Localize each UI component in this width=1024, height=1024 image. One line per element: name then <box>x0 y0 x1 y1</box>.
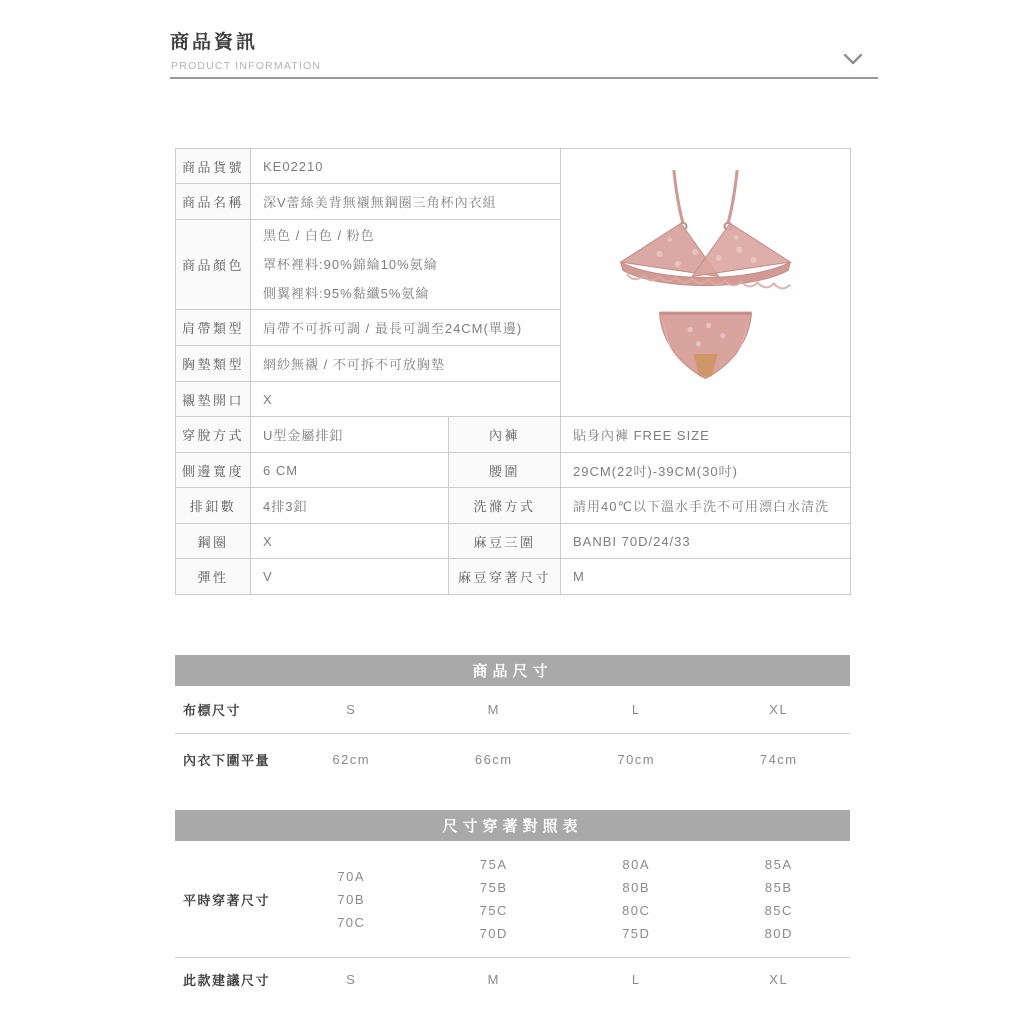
fit-column-xl <box>708 841 851 957</box>
fit-cell: 80A <box>622 857 651 872</box>
bra-illustration <box>621 170 791 288</box>
fit-column-s <box>280 841 423 957</box>
fit-cell: 75D <box>622 926 651 941</box>
spec-value: 6 CM <box>251 453 449 488</box>
table-row <box>176 149 851 184</box>
size-cell: L <box>631 702 641 717</box>
fit-cell: 75C <box>479 903 508 918</box>
color-option-line: 黑色 / 白色 / 粉色 <box>263 228 375 243</box>
spec-value: X <box>251 524 449 559</box>
cup-lining-line: 罩杯裡料:90%錦綸10%氨綸 <box>263 257 438 272</box>
row-label: 內衣下圍平量 <box>183 752 271 768</box>
table-row <box>176 488 851 524</box>
spec-label: 商品貨號 <box>176 149 251 184</box>
spec-label: 肩帶類型 <box>176 310 251 346</box>
spec-value: 肩帶不可拆可調 / 最長可調至24CM(單邊) <box>251 310 561 346</box>
spec-label: 商品顏色 <box>176 220 251 310</box>
panty-illustration <box>660 313 752 378</box>
fit-cell: 70A <box>337 868 366 884</box>
spec-value: X <box>251 382 561 417</box>
page-title: 商品資訊 <box>170 32 259 53</box>
spec-label: 側邊寬度 <box>176 453 251 488</box>
size-label-row <box>175 686 850 734</box>
section-header-product-size: 商品尺寸 <box>175 655 850 686</box>
suggest-cell: M <box>487 971 500 987</box>
spec-value <box>251 220 561 310</box>
lingerie-set-illustration <box>598 164 813 399</box>
measure-cell: 62cm <box>332 751 371 767</box>
spec-label: 胸墊類型 <box>176 346 251 382</box>
spec-value: 29CM(22吋)-39CM(30吋) <box>561 453 851 488</box>
spec-value: 貼身內褲 FREE SIZE <box>561 417 851 453</box>
table-row <box>176 417 851 453</box>
spec-value: U型金屬排釦 <box>251 417 449 453</box>
fit-cell: 70B <box>337 891 366 907</box>
spec-value: KE02210 <box>251 149 561 184</box>
table-row <box>176 453 851 488</box>
spec-value: 深V蕾絲美背無襯無鋼圈三角杯內衣組 <box>251 184 561 220</box>
suggest-cell: XL <box>769 971 789 987</box>
fit-cell: 85A <box>764 857 793 872</box>
size-cell: S <box>346 702 357 717</box>
fit-cell: 75A <box>479 857 508 872</box>
row-label: 平時穿著尺寸 <box>183 892 271 908</box>
fit-cell: 80D <box>764 926 793 941</box>
spec-value: BANBI 70D/24/33 <box>561 524 851 559</box>
suggest-cell: L <box>631 971 641 987</box>
fit-cell: 80B <box>622 880 651 895</box>
fit-cell: 70D <box>479 926 508 941</box>
product-spec-table <box>175 148 851 595</box>
table-row <box>176 559 851 595</box>
wing-lining-line: 側翼裡料:95%黏纖5%氨綸 <box>263 286 430 301</box>
spec-label: 穿脫方式 <box>176 417 251 453</box>
header-divider <box>170 77 878 79</box>
suggested-size-row <box>175 957 850 1001</box>
spec-value: 4排3釦 <box>251 488 449 524</box>
fit-column-m <box>423 841 566 957</box>
size-cell: M <box>487 702 500 717</box>
spec-value: V <box>251 559 449 595</box>
fit-cell: 85C <box>764 903 793 918</box>
measure-cell: 66cm <box>474 751 513 767</box>
spec-label: 內褲 <box>449 417 561 453</box>
spec-label: 鋼圈 <box>176 524 251 559</box>
spec-label: 排釦數 <box>176 488 251 524</box>
underband-measure-row <box>175 734 850 784</box>
fit-cell: 80C <box>622 903 651 918</box>
section-header-fit-chart: 尺寸穿著對照表 <box>175 810 850 841</box>
spec-label: 襯墊開口 <box>176 382 251 417</box>
fit-cell: 85B <box>764 880 793 895</box>
spec-label: 麻豆三圍 <box>449 524 561 559</box>
size-cell: XL <box>769 702 789 717</box>
chevron-down-icon[interactable] <box>842 52 864 72</box>
row-label: 布標尺寸 <box>183 703 242 718</box>
fit-cell: 70C <box>337 914 366 930</box>
spec-label: 彈性 <box>176 559 251 595</box>
spec-value: 請用40℃以下溫水手洗不可用漂白水清洗 <box>561 488 851 524</box>
table-row <box>176 524 851 559</box>
spec-label: 麻豆穿著尺寸 <box>449 559 561 595</box>
page-subtitle: PRODUCT INFORMATION <box>171 60 322 72</box>
row-label: 此款建議尺寸 <box>183 972 271 988</box>
measure-cell: 74cm <box>759 751 798 767</box>
spec-label: 洗滌方式 <box>449 488 561 524</box>
spec-value: 網紗無襯 / 不可拆不可放胸墊 <box>251 346 561 382</box>
spec-label: 腰圍 <box>449 453 561 488</box>
measure-cell: 70cm <box>617 751 656 767</box>
suggest-cell: S <box>346 971 357 987</box>
fit-column-l <box>565 841 708 957</box>
fit-cell: 75B <box>479 880 508 895</box>
spec-value: M <box>561 559 851 595</box>
usual-size-row <box>175 841 850 958</box>
product-photo <box>561 149 851 417</box>
spec-label: 商品名稱 <box>176 184 251 220</box>
